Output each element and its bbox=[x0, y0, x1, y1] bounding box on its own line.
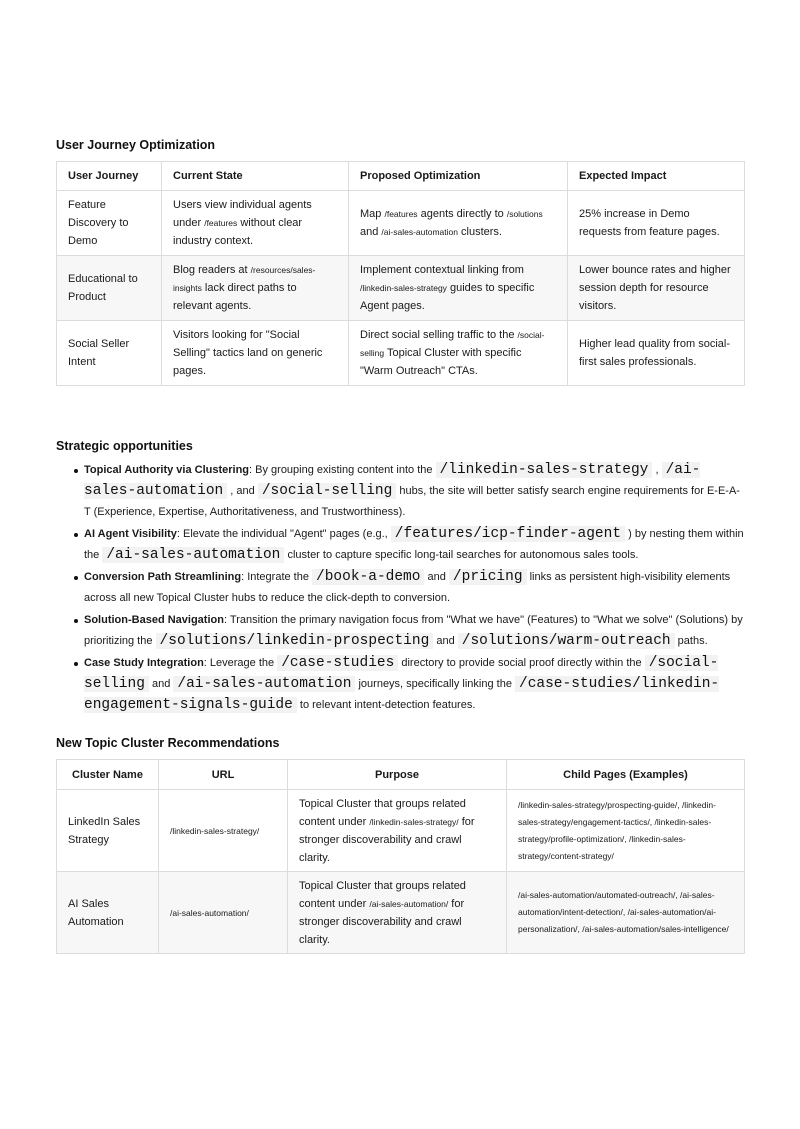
impact-cell: 25% increase in Demo requests from feature pages. bbox=[568, 191, 745, 256]
journey-cell: Educational to Product bbox=[57, 256, 162, 321]
journey-table bbox=[56, 161, 745, 386]
journey-table-header-row bbox=[57, 162, 745, 191]
journey-cell: Social Seller Intent bbox=[57, 321, 162, 386]
opportunity-text: and bbox=[433, 635, 458, 647]
cluster-purpose-cell bbox=[288, 872, 507, 954]
impact-cell: Lower bounce rates and higher session depth for resource visitors. bbox=[568, 256, 745, 321]
path-code: /pricing bbox=[449, 569, 527, 585]
cell-text: Blog readers at bbox=[173, 264, 251, 276]
proposed-cell bbox=[349, 191, 568, 256]
opportunity-label: Case Study Integration bbox=[84, 657, 204, 669]
path-code: /linkedin-sales-strategy bbox=[436, 462, 653, 478]
opportunity-label: AI Agent Visibility bbox=[84, 528, 177, 540]
list-item bbox=[56, 524, 744, 566]
list-item bbox=[56, 567, 744, 609]
cell-path: /linkedin-sales-strategy/ bbox=[369, 816, 459, 827]
opportunity-text: , and bbox=[227, 485, 258, 497]
list-item bbox=[56, 653, 744, 716]
path-code: /features/icp-finder-agent bbox=[391, 526, 625, 542]
cell-path: /social-selling bbox=[360, 330, 545, 358]
path-code: /case-studies/linkedin-engagement-signals-guide bbox=[84, 676, 720, 713]
opportunity-text: cluster to capture specific long-tail searches for autonomous sales tools. bbox=[284, 549, 639, 561]
opportunity-text: journeys, specifically linking the bbox=[355, 678, 515, 690]
opportunity-text: : Transition the primary navigation focus from "What we have" (Features) to "What we solve" (Solutions) by prioritizing the bbox=[84, 614, 743, 647]
cell-text: Direct social selling traffic to the bbox=[360, 329, 518, 341]
cell-path: /features bbox=[204, 218, 238, 228]
path-code: /ai-sales-automation bbox=[102, 547, 284, 563]
cell-text: lack direct paths to relevant agents. bbox=[173, 282, 297, 312]
opportunity-text: links as persistent high-visibility elements across all new Topical Cluster hubs to reduce the click-depth to conversion. bbox=[84, 571, 731, 604]
table-row bbox=[57, 872, 745, 954]
path-code: /social-selling bbox=[84, 655, 719, 692]
opportunity-label: Solution-Based Navigation bbox=[84, 614, 224, 626]
opportunities-section-title: Strategic opportunities bbox=[56, 439, 193, 453]
cell-path: /solutions bbox=[506, 209, 543, 219]
cluster-name-cell: LinkedIn Sales Strategy bbox=[57, 790, 159, 872]
journey-header-user-journey: User Journey bbox=[57, 162, 162, 191]
cluster-url-cell: /linkedin-sales-strategy/ bbox=[159, 790, 288, 872]
clusters-header-children: Child Pages (Examples) bbox=[507, 760, 745, 790]
cell-path: /resources/sales-insights bbox=[173, 265, 316, 293]
cell-path: /linkedin-sales-strategy bbox=[360, 283, 447, 293]
cell-text: without clear industry context. bbox=[173, 217, 303, 247]
opportunity-text: and bbox=[424, 571, 449, 583]
cluster-url-cell: /ai-sales-automation/ bbox=[159, 872, 288, 954]
cell-text: Implement contextual linking from bbox=[360, 264, 524, 276]
opportunity-text: paths. bbox=[674, 635, 708, 647]
journey-header-current-state: Current State bbox=[162, 162, 349, 191]
opportunity-text: to relevant intent-detection features. bbox=[296, 699, 476, 711]
table-row bbox=[57, 321, 745, 386]
opportunity-text: directory to provide social proof directly within the bbox=[398, 657, 645, 669]
table-row bbox=[57, 191, 745, 256]
path-code: /solutions/warm-outreach bbox=[458, 633, 675, 649]
cell-text: Users view individual agents under bbox=[173, 199, 312, 229]
clusters-section-title: New Topic Cluster Recommendations bbox=[56, 736, 280, 750]
list-item bbox=[56, 460, 744, 523]
path-code: /ai-sales-automation bbox=[173, 676, 355, 692]
path-code: /book-a-demo bbox=[312, 569, 424, 585]
current-state-cell: Visitors looking for "Social Selling" tactics land on generic pages. bbox=[162, 321, 349, 386]
impact-cell: Higher lead quality from social-first sales professionals. bbox=[568, 321, 745, 386]
opportunity-text: : By grouping existing content into the bbox=[249, 464, 436, 476]
opportunity-label: Topical Authority via Clustering bbox=[84, 464, 250, 476]
proposed-cell bbox=[349, 321, 568, 386]
clusters-table-header-row bbox=[57, 760, 745, 790]
cell-text: guides to specific Agent pages. bbox=[360, 282, 535, 312]
clusters-header-name: Cluster Name bbox=[57, 760, 159, 790]
opportunity-text: : Integrate the bbox=[241, 571, 313, 583]
current-state-cell bbox=[162, 191, 349, 256]
cluster-children-cell: /linkedin-sales-strategy/prospecting-guide/, /linkedin-sales-strategy/engagement-tactics/, /linkedin-sales-strategy/profile-optimization/, /linkedin-sales-strategy/content-strategy/ bbox=[507, 790, 745, 872]
clusters-header-purpose: Purpose bbox=[288, 760, 507, 790]
cell-path: /ai-sales-automation bbox=[381, 227, 458, 237]
journey-header-proposed: Proposed Optimization bbox=[349, 162, 568, 191]
opportunity-text: ) by nesting them within the bbox=[84, 528, 744, 561]
cell-text: Topical Cluster with specific "Warm Outreach" CTAs. bbox=[360, 347, 522, 377]
cell-text: and bbox=[360, 226, 382, 238]
cell-path: /features bbox=[384, 209, 418, 219]
path-code: /solutions/linkedin-prospecting bbox=[156, 633, 434, 649]
opportunity-text: : Leverage the bbox=[203, 657, 278, 669]
cell-text: for stronger discoverability and crawl clarity. bbox=[299, 815, 475, 864]
clusters-table bbox=[56, 759, 745, 954]
clusters-header-url: URL bbox=[159, 760, 288, 790]
cluster-purpose-cell bbox=[288, 790, 507, 872]
proposed-cell bbox=[349, 256, 568, 321]
cell-text: Topical Cluster that groups related content under bbox=[299, 879, 466, 910]
journey-cell: Feature Discovery to Demo bbox=[57, 191, 162, 256]
table-row bbox=[57, 256, 745, 321]
opportunity-text: hubs, the site will better satisfy search engine requirements for E-E-A-T (Experience, Expertise, Authoritativeness, and Trustworthiness). bbox=[84, 485, 740, 518]
cell-text: for stronger discoverability and crawl clarity. bbox=[299, 897, 465, 946]
path-code: /ai-sales-automation bbox=[84, 462, 701, 499]
current-state-cell bbox=[162, 256, 349, 321]
cluster-children-cell: /ai-sales-automation/automated-outreach/, /ai-sales-automation/intent-detection/, /ai-sales-automation/ai-personalization/, /ai-sales-automation/sales-intelligence/ bbox=[507, 872, 745, 954]
cell-text: clusters. bbox=[457, 226, 502, 238]
opportunity-text: , bbox=[652, 464, 662, 476]
opportunities-list bbox=[56, 460, 744, 716]
cluster-name-cell: AI Sales Automation bbox=[57, 872, 159, 954]
opportunity-text: : Elevate the individual "Agent" pages (e.g., bbox=[176, 528, 391, 540]
opportunity-text: and bbox=[148, 678, 174, 690]
table-row bbox=[57, 790, 745, 872]
opportunity-label: Conversion Path Streamlining bbox=[84, 571, 242, 583]
cell-text: Map bbox=[360, 208, 385, 220]
journey-header-impact: Expected Impact bbox=[568, 162, 745, 191]
path-code: /case-studies bbox=[277, 655, 398, 671]
path-code: /social-selling bbox=[258, 483, 397, 499]
list-item bbox=[56, 610, 744, 652]
cell-text: Topical Cluster that groups related content under bbox=[299, 797, 466, 828]
cell-path: /ai-sales-automation/ bbox=[369, 898, 449, 909]
journey-section-title: User Journey Optimization bbox=[56, 138, 216, 152]
cell-text: agents directly to bbox=[417, 208, 507, 220]
